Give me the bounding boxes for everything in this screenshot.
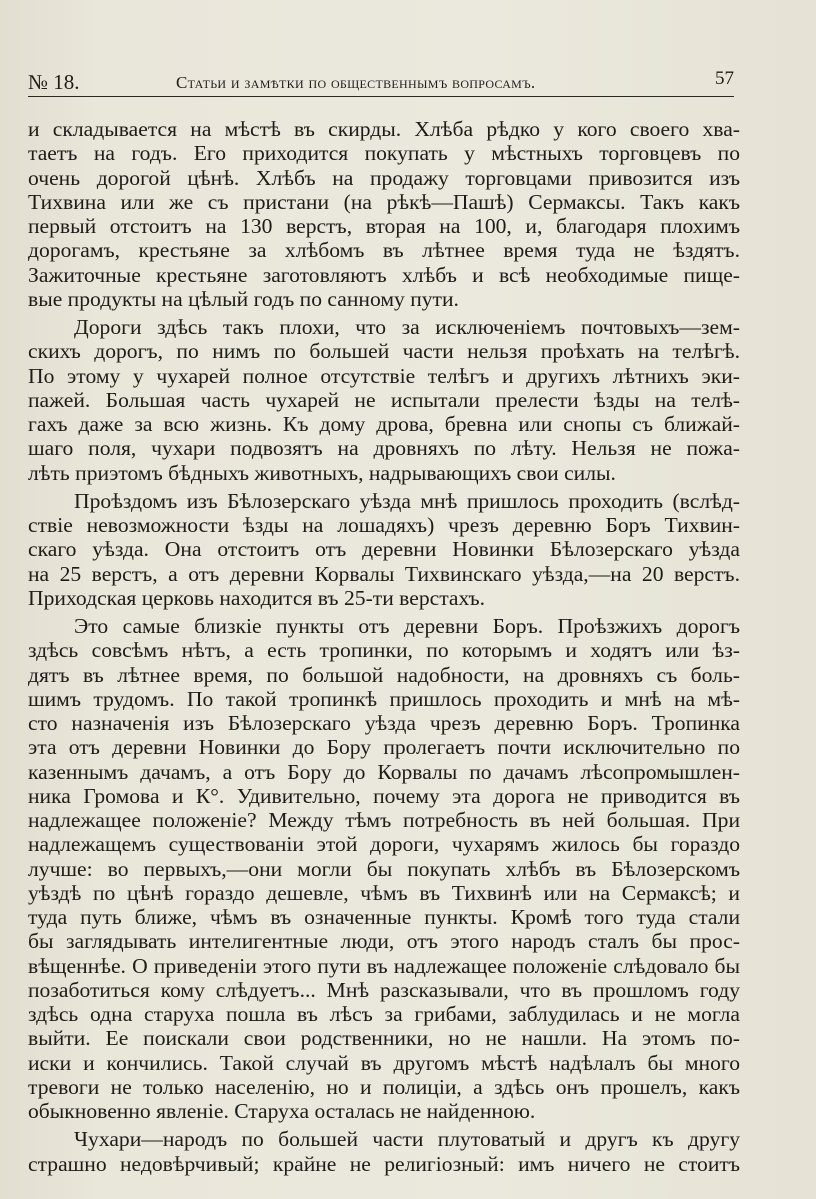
text-line: позаботиться кому слѣдуетъ... Мнѣ разсказывали, что въ прошломъ году xyxy=(28,977,740,1002)
text-line: таетъ на годъ. Его приходится покупать у мѣстныхъ торговцевъ по xyxy=(28,141,740,166)
text-line: шимъ трудомъ. По такой тропинкѣ пришлось проходить и мнѣ на мѣ- xyxy=(28,686,740,711)
text-line: выйти. Ее поискали свои родственники, но не нашли. На этомъ по- xyxy=(28,1026,740,1051)
text-line: надлежащемъ существованіи этой дороги, чухарямъ жилось бы гораздо xyxy=(28,832,740,857)
paragraph xyxy=(28,1127,740,1176)
issue-number: № 18. xyxy=(28,70,80,94)
text-line: первый отстоитъ на 130 верстъ, вторая на 100, и, благодаря плохимъ xyxy=(28,214,740,238)
text-line: дорогамъ, крестьяне за хлѣбомъ въ лѣтнее время туда не ѣздятъ. xyxy=(28,238,740,263)
text-line: надлежащее положеніе? Между тѣмъ потребность въ ней большая. При xyxy=(28,808,740,832)
text-line: на 25 верстъ, а отъ деревни Корвалы Тихвинскаго уѣзда,—на 20 верстъ. xyxy=(28,561,740,586)
text-line: казеннымъ дачамъ, а отъ Бору до Корвалы по дачамъ лѣсопромышлен- xyxy=(28,759,740,784)
text-line: и складывается на мѣстѣ въ скирды. Хлѣба рѣдко у кого своего хва- xyxy=(28,117,740,141)
text-line: Зажиточные крестьяне заготовляютъ хлѣбъ и всѣ необходимые пище- xyxy=(28,262,740,287)
text-line: дятъ въ лѣтнее время, по большой надобности, на дровняхъ съ боль- xyxy=(28,662,740,687)
text-line: скихъ дорогъ, по нимъ по большей части нельзя проѣхать на телѣгѣ. xyxy=(28,339,740,364)
text-line: здѣсь одна старуха пошла въ лѣсъ за грибами, заблудилась и не могла xyxy=(28,1002,740,1026)
text-line: вѣщеннѣе. О приведеніи этого пути въ надлежащее положеніе слѣдовало бы xyxy=(28,953,740,978)
text-line: тревоги не только населенію, но и полиціи, а здѣсь онъ прошелъ, какъ xyxy=(28,1074,740,1099)
running-header xyxy=(28,66,734,94)
text-line: ника Громова и К°. Удивительно, почему эта дорога не приводится въ xyxy=(28,783,740,808)
text-line: уѣздѣ по цѣнѣ гораздо дешевле, чѣмъ въ Тихвинѣ или на Сермаксѣ; и xyxy=(28,880,740,905)
text-line: эта отъ деревни Новинки до Бору пролегаетъ почти исключительно по xyxy=(28,735,740,760)
text-line: здѣсь совсѣмъ нѣтъ, а есть тропинки, по которымъ и ходятъ или ѣз- xyxy=(28,638,740,663)
text-line: очень дорогой цѣнѣ. Хлѣбъ на продажу торговцами привозится изъ xyxy=(28,165,740,190)
text-line: иски и кончились. Такой случай въ другомъ мѣстѣ надѣлалъ бы много xyxy=(28,1050,740,1075)
text-line: вые продукты на цѣлый годъ по санному пути. xyxy=(28,286,459,311)
text-line: Дороги здѣсь такъ плохи, что за исключеніемъ почтовыхъ—зем- xyxy=(74,315,740,339)
text-line: Чухари—народъ по большей части плутоватый и другъ къ другу xyxy=(74,1127,740,1152)
text-line: Приходская церковь находится въ 25-ти верстахъ. xyxy=(28,585,486,610)
text-line: пажей. Большая часть чухарей не испытали прелести ѣзды на телѣ- xyxy=(28,387,740,412)
text-line: сто назначенія изъ Бѣлозерскаго уѣзда чрезъ деревню Боръ. Тропинка xyxy=(28,711,740,735)
text-line: лѣть приэтомъ бѣдныхъ животныхъ, надрывающихъ свои силы. xyxy=(28,460,616,485)
text-line: Тихвина или же съ пристани (на рѣкѣ—Пашѣ) Сермаксы. Такъ какъ xyxy=(28,189,740,214)
paragraph xyxy=(28,614,740,1123)
text-line: По этому у чухарей полное отсутствіе телѣгъ и другихъ лѣтнихъ эки- xyxy=(28,363,740,388)
page-number: 57 xyxy=(715,68,734,89)
paragraph xyxy=(28,315,740,485)
text-line: лучше: во первыхъ,—они могли бы покупать хлѣбъ въ Бѣлозерскомъ xyxy=(28,856,740,881)
paragraph xyxy=(28,117,740,311)
paragraph xyxy=(28,489,740,610)
section-title: Статьи и замѣтки по общественнымъ вопросамъ. xyxy=(176,73,536,92)
text-line: скаго уѣзда. Она отстоитъ отъ деревни Новинки Бѣлозерскаго уѣзда xyxy=(28,537,740,562)
header-rule xyxy=(28,96,734,97)
text-line: шаго поля, чухари подвозятъ на дровняхъ по лѣту. Нельзя не пожа- xyxy=(28,436,740,461)
text-line: бы заглядывать интелигентные люди, отъ этого народъ сталъ бы прос- xyxy=(28,929,740,954)
text-line: обыкновенно явленіе. Старуха осталась не найденною. xyxy=(28,1099,536,1123)
body-text xyxy=(28,117,740,1176)
text-line: Проѣздомъ изъ Бѣлозерскаго уѣзда мнѣ пришлось проходить (вслѣд- xyxy=(74,488,740,513)
text-line: гахъ даже за всю жизнь. Къ дому дрова, бревна или снопы съ ближай- xyxy=(28,412,740,436)
text-line: Это самые близкіе пункты отъ деревни Боръ. Проѣзжихъ дорогъ xyxy=(74,614,740,638)
text-line: ствіе невозможности ѣзды на лошадяхъ) чрезъ деревню Боръ Тихвин- xyxy=(28,513,740,537)
text-line: страшно недовѣрчивый; крайне не религіозный: имъ ничего не стоитъ xyxy=(28,1151,740,1176)
text-line: туда путь ближе, чѣмъ въ означенные пункты. Кромѣ того туда стали xyxy=(28,905,740,929)
